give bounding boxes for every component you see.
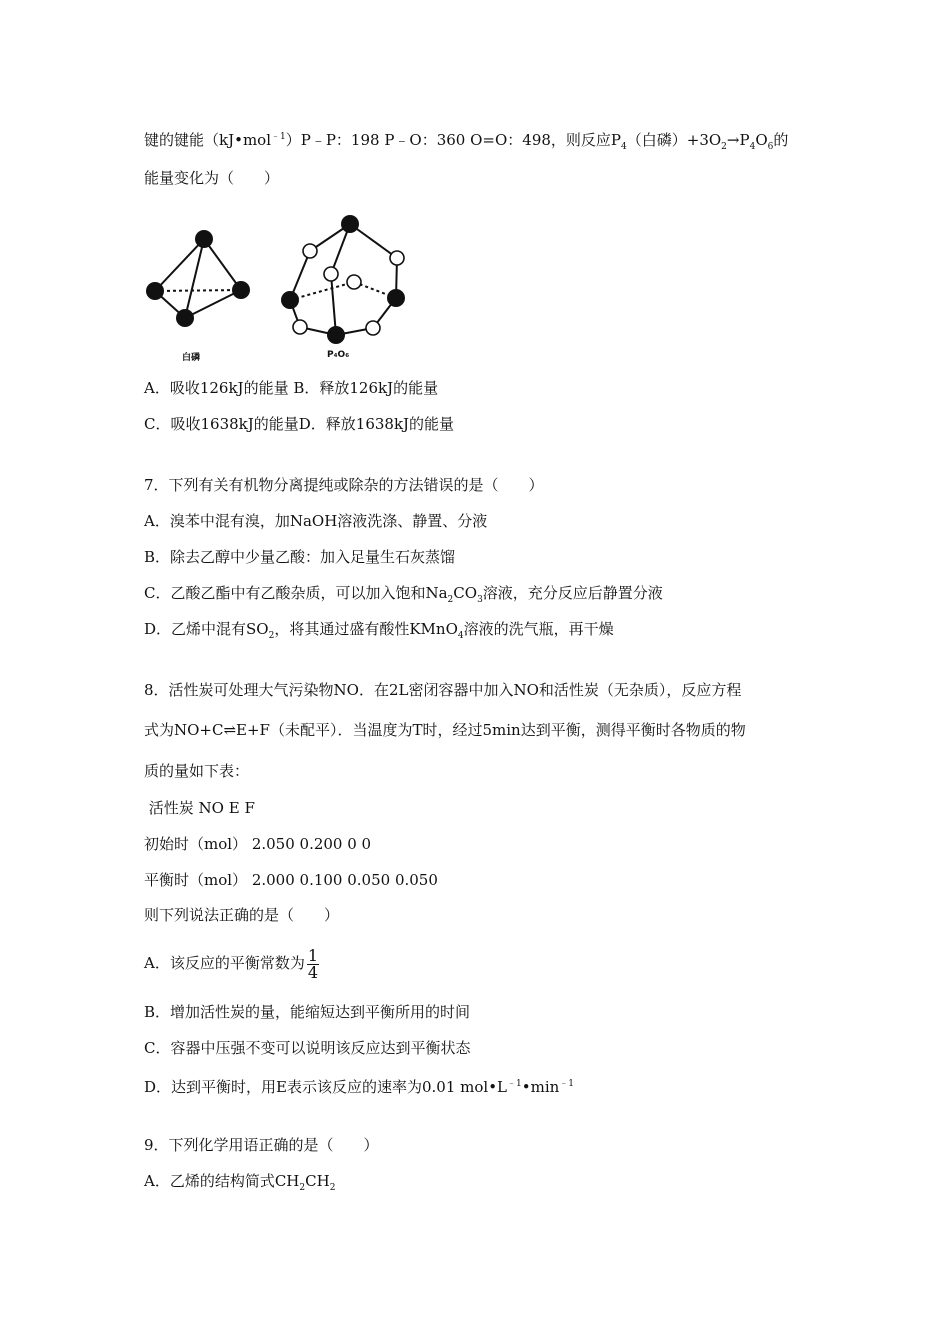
q8-text: D．达到平衡时，用E表示该反应的速率为0.01 mol•L [144, 1078, 508, 1096]
q9-stem: 9．下列化学用语正确的是（ ） [144, 1136, 379, 1154]
molecule-figure [140, 208, 430, 368]
q7-option-b: B．除去乙醇中少量乙酸：加入足量生石灰蒸馏 [144, 548, 456, 566]
p4o6-molecule [290, 224, 397, 335]
q8-option-c: C．容器中压强不变可以说明该反应达到平衡状态 [144, 1039, 471, 1057]
q7-text: ，将其通过盛有酸性KMnO [274, 620, 458, 638]
q7-option-a: A．溴苯中混有溴，加NaOH溶液洗涤、静置、分液 [144, 512, 488, 530]
q6-text: ）P﹣P：198 P﹣O：360 O=O：498，则反应P [285, 131, 622, 149]
q7-text: C．乙酸乙酯中有乙酸杂质，可以加入饱和Na [144, 584, 448, 602]
q7-sub: 2 [447, 595, 454, 605]
q6-text: O [755, 131, 768, 149]
q6-text: →P [726, 131, 750, 149]
q6-text: 键的键能（kJ•mol [144, 131, 272, 149]
q9-sub: 2 [299, 1183, 306, 1193]
q6-sub: 2 [721, 142, 727, 152]
q8-table-row-initial: 初始时（mol） 2.050 0.200 0 0 [144, 835, 372, 853]
q8-option-d [144, 1074, 574, 1097]
q7-stem: 7．下列有关有机物分离提纯或除杂的方法错误的是（ ） [144, 476, 544, 494]
fraction-numerator: 1 [307, 945, 319, 965]
q7-sub: 3 [477, 595, 483, 605]
q9-sub: 2 [329, 1183, 336, 1193]
q6-stem-line2: 能量变化为（ ） [144, 169, 280, 187]
q6-text: （白磷）+3O [626, 131, 722, 149]
q8-table-row-equilibrium: 平衡时（mol） 2.000 0.100 0.050 0.050 [144, 871, 438, 889]
white-phosphorus-molecule [155, 239, 241, 318]
q6-sup: ﹣1 [271, 132, 286, 142]
q7-text: CO [453, 584, 478, 602]
q6-text: 的 [773, 131, 789, 149]
q8-question: 则下列说法正确的是（ ） [144, 906, 340, 924]
fraction [307, 945, 319, 982]
q6-options-ab: A．吸收126kJ的能量 B．释放126kJ的能量 [144, 379, 439, 397]
q8-text: A．该反应的平衡常数为 [144, 954, 305, 972]
q8-sup: ﹣1 [507, 1079, 522, 1089]
q8-stem-line2: 式为NO+C⇌E+F（未配平）．当温度为T时，经过5min达到平衡，测得平衡时各物质的物 [144, 721, 746, 739]
q9-text: CH [305, 1172, 330, 1190]
q7-text: 溶液的洗气瓶，再干燥 [463, 620, 614, 638]
q6-stem-line1 [144, 127, 788, 157]
q8-sup: ﹣1 [559, 1079, 575, 1089]
fraction-denominator: 4 [307, 962, 319, 982]
white-phosphorus-caption: 白磷 [182, 353, 201, 363]
q6-sub: 6 [767, 142, 774, 152]
q8-stem-line3: 质的量如下表： [144, 762, 250, 780]
p4o6-caption: P₄O₆ [327, 350, 350, 360]
q7-sub: 4 [457, 631, 464, 641]
q7-option-d [144, 619, 614, 646]
q7-option-c [144, 583, 663, 610]
q6-sub: 4 [749, 142, 756, 152]
q6-options-cd: C．吸收1638kJ的能量D．释放1638kJ的能量 [144, 415, 455, 433]
q8-text: •min [521, 1078, 560, 1096]
q8-option-b: B．增加活性炭的量，能缩短达到平衡所用的时间 [144, 1003, 471, 1021]
q7-sub: 2 [268, 631, 275, 641]
q8-option-a [144, 945, 319, 981]
q8-table-header: 活性炭 NO E F [144, 799, 255, 817]
q9-text: A．乙烯的结构简式CH [144, 1172, 300, 1190]
oxygen-atoms [293, 244, 404, 335]
q6-sub: 4 [621, 142, 627, 152]
q7-text: D．乙烯中混有SO [144, 620, 269, 638]
molecule-structures [140, 208, 430, 368]
q9-option-a [144, 1171, 335, 1198]
q8-stem-line1: 8．活性炭可处理大气污染物NO．在2L密闭容器中加入NO和活性炭（无杂质），反应方程 [144, 681, 742, 699]
q7-text: 溶液，充分反应后静置分液 [482, 584, 663, 602]
